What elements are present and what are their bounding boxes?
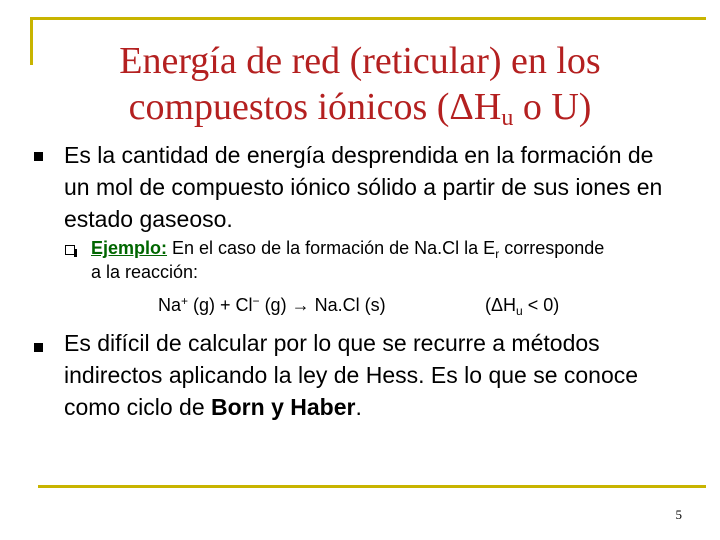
title-subscript: u [501,105,514,131]
slide-title-line-1: Energía de red (reticular) en los [119,40,601,82]
example-text: En el caso de la formación de Na.Cl la E [167,238,496,258]
equation-product: (g) → Na.Cl (s) [259,295,386,315]
bullet-square-icon [34,343,43,352]
born-haber-bold: Born y Haber [211,394,356,420]
sodium-charge: + [181,294,189,308]
bullet-definition: Es la cantidad de energía desprendida en la formación de un mol de compuesto iónico sólido a partir de sus iones en estado gaseoso. [64,142,663,232]
bullet2-text: Es difícil de calcular por lo que se recurre a métodos indirectos aplicando la ley de Hess. Es lo que se conoce como ciclo de [64,330,639,420]
bullet2-end: . [355,394,362,420]
page-number: 5 [675,507,682,522]
example-text-end: corresponde a la reacción: [91,238,605,282]
example-subscript: r [495,247,500,261]
bullet-square-icon [34,152,43,161]
example-label: Ejemplo: [91,238,168,258]
chloride-charge: − [252,294,260,308]
sodium-symbol: Na [158,295,182,315]
reaction-condition [485,293,559,317]
top-decorative-line [30,17,706,20]
example-paragraph [91,236,611,284]
condition-subscript: u [516,304,523,318]
reaction-equation [158,293,386,317]
sub-bullet-checkbox-icon [65,245,75,255]
bullet-born-haber [64,327,674,423]
condition-text: (ΔH [485,295,517,315]
condition-text-end: < 0) [522,295,560,315]
bottom-decorative-line [38,485,706,488]
slide-title-line-2 [0,84,720,130]
title-text: compuestos iónicos (ΔH [128,86,502,128]
title-text-end: o U) [513,86,592,128]
equation-part: (g) + Cl [188,295,253,315]
